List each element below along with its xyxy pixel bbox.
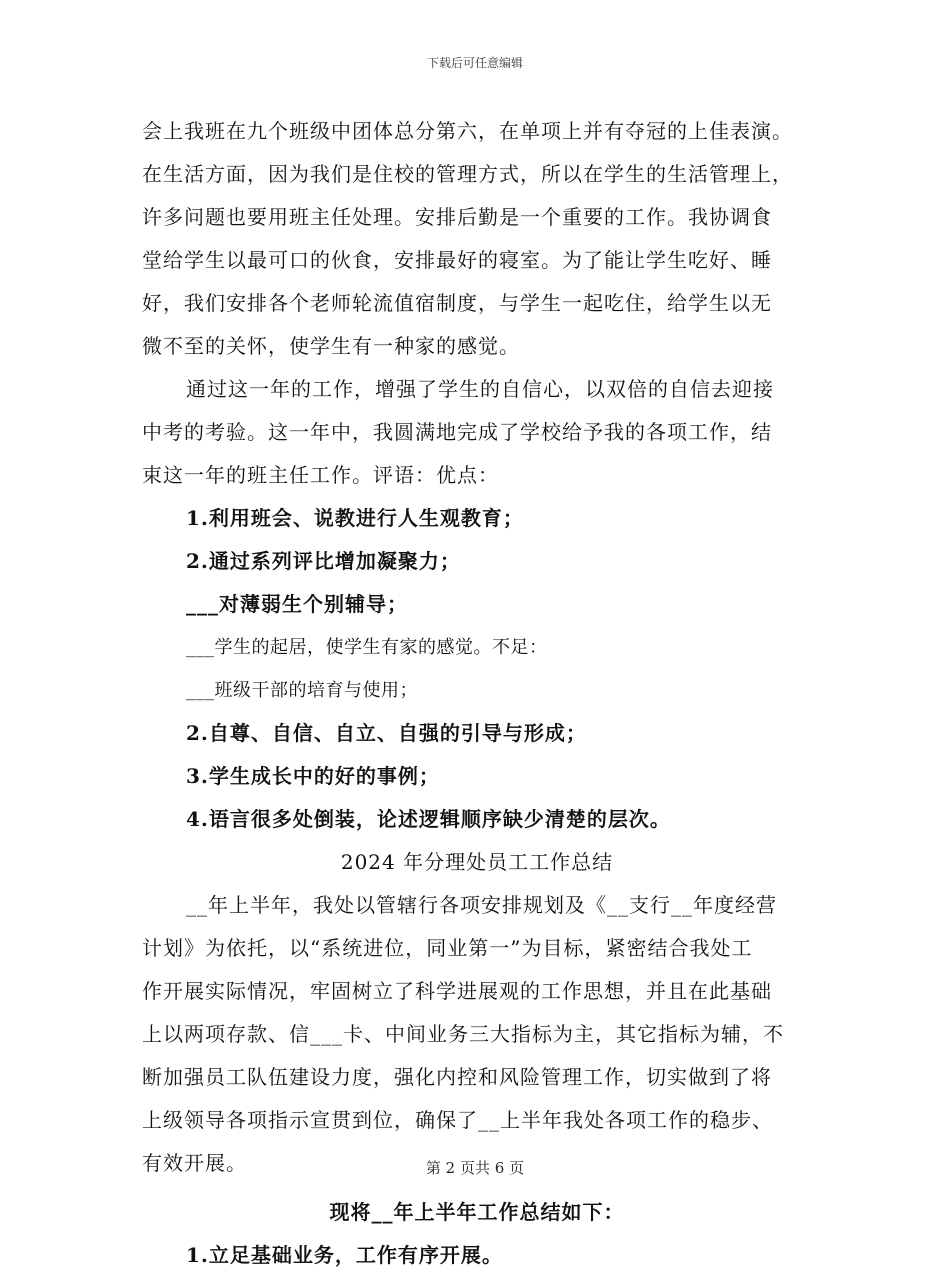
text-line: 2024 年分理处员工工作总结	[340, 850, 614, 874]
document-body	[142, 110, 812, 1277]
text-line: 通过这一年的工作，增强了学生的自信心，以双倍的自信去迎接	[186, 377, 774, 401]
text-line: 有效开展。	[142, 1151, 247, 1175]
page-footer: 第 2 页共 6 页	[425, 1159, 525, 1177]
text-line: 1.立足基础业务，工作有序开展。	[186, 1243, 503, 1267]
text-line: 作开展实际情况，牢固树立了科学进展观的工作思想，并且在此基础	[142, 979, 772, 1003]
text-line: 1.利用班会、说教进行人生观教育；	[186, 506, 524, 530]
text-line: 微不至的关怀，使学生有一种家的感觉。	[142, 334, 520, 358]
text-line: 断加强员工队伍建设力度，强化内控和风险管理工作，切实做到了将	[142, 1065, 772, 1089]
text-line: 束这一年的班主任工作。评语：优点：	[142, 463, 499, 487]
text-line: 现将__年上半年工作总结如下：	[329, 1200, 625, 1224]
page-header: 下载后可任意编辑	[426, 56, 523, 70]
text-line: 2.通过系列评比增加凝聚力；	[186, 549, 461, 573]
text-line: 2.自尊、自信、自立、自强的引导与形成；	[186, 721, 587, 745]
text-line: 好，我们安排各个老师轮流值宿制度，与学生一起吃住，给学生以无	[142, 291, 772, 315]
text-line: 3.学生成长中的好的事例；	[186, 764, 440, 788]
text-line: 会上我班在九个班级中团体总分第六，在单项上并有夺冠的上佳表演。	[142, 119, 793, 143]
text-line: 上级领导各项指示宣贯到位，确保了__上半年我处各项工作的稳步、	[142, 1108, 773, 1132]
text-line: 计划》为依托，以“系统进位，同业第一”为目标，紧密结合我处工	[142, 936, 753, 960]
text-line: 许多问题也要用班主任处理。安排后勤是一个重要的工作。我协调食	[142, 205, 772, 229]
text-line: 中考的考验。这一年中，我圆满地完成了学校给予我的各项工作，结	[142, 420, 772, 444]
text-line: ___班级干部的培育与使用；	[186, 680, 418, 701]
text-line: 堂给学生以最可口的伙食，安排最好的寝室。为了能让学生吃好、睡	[142, 248, 772, 272]
text-line: ___对薄弱生个别辅导；	[186, 592, 408, 616]
text-line: 上以两项存款、信___卡、中间业务三大指标为主，其它指标为辅，不	[142, 1022, 784, 1046]
text-line: 4.语言很多处倒装，论述逻辑顺序缺少清楚的层次。	[186, 807, 671, 831]
text-line: ___学生的起居，使学生有家的感觉。不足：	[186, 637, 548, 658]
text-line: 在生活方面，因为我们是住校的管理方式，所以在学生的生活管理上，	[142, 162, 793, 186]
text-line: __年上半年，我处以管辖行各项安排规划及《__支行__年度经营	[186, 893, 777, 917]
